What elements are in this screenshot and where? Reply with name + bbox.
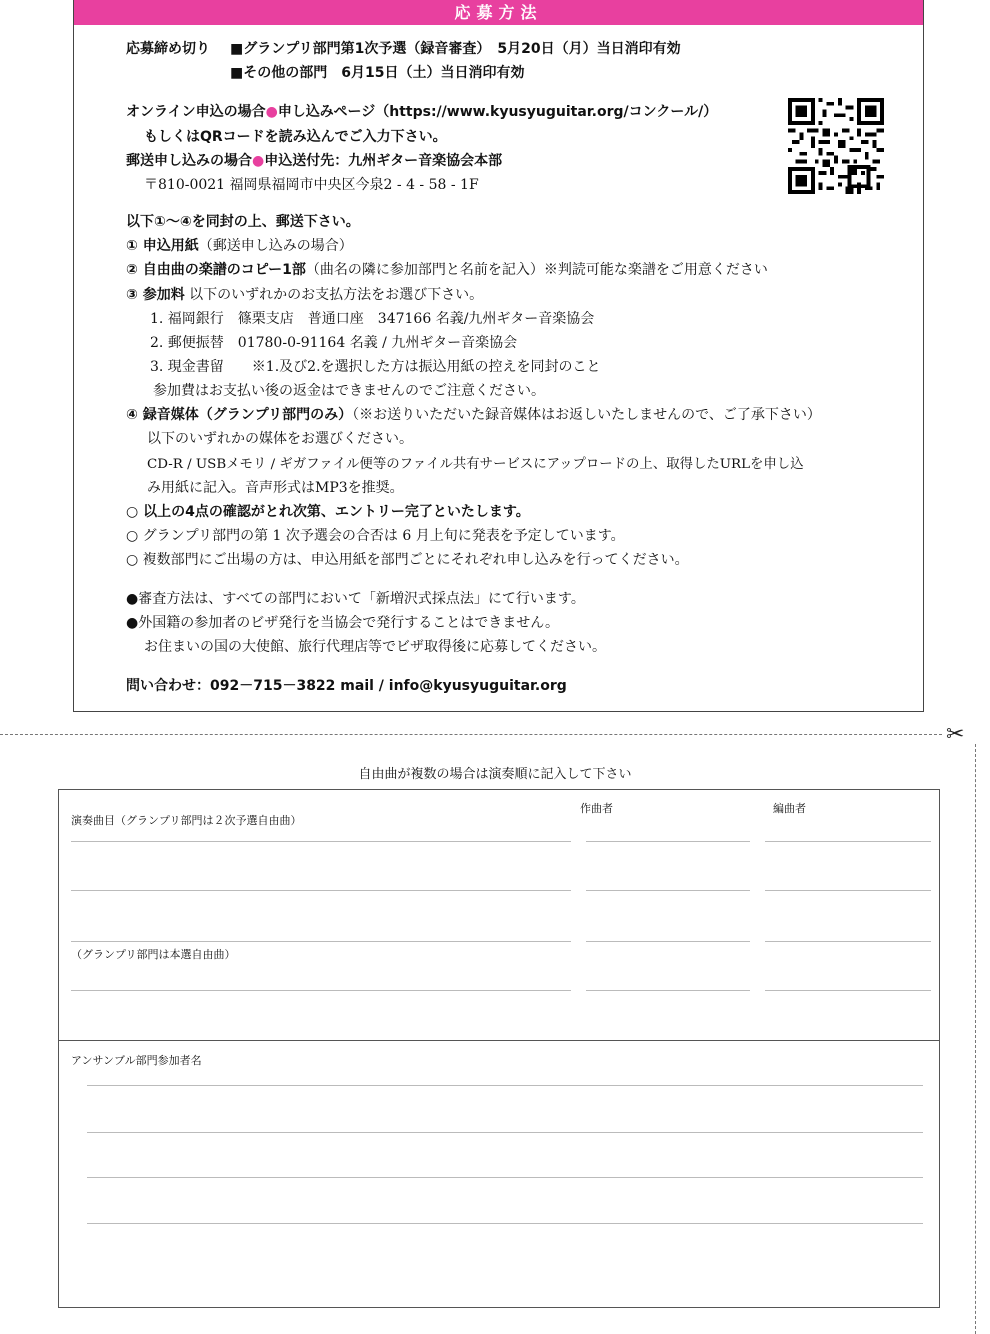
ensemble-line-4[interactable] xyxy=(87,1223,923,1224)
final-piece-label: （グランプリ部門は本選自由曲） xyxy=(71,948,236,961)
refund-note: 参加費はお支払い後の返金はできませんのでご注意ください。 xyxy=(153,383,545,399)
composer-line-1[interactable] xyxy=(586,841,750,842)
mail-line xyxy=(126,150,502,170)
arranger-label: 編曲者 xyxy=(773,802,806,815)
payment-1: 1. 福岡銀行 篠栗支店 普通口座 347166 名義/九州ギター音楽協会 xyxy=(150,311,595,327)
note-3: ○ 複数部門にご出場の方は、申込用紙を部門ごとにそれぞれ申し込みを行ってください。 xyxy=(126,552,689,568)
qr-code-icon xyxy=(788,98,884,194)
composer-line-2[interactable] xyxy=(586,890,750,891)
deadline-line1: ■グランプリ部門第1次予選（録音審査） 5月20日（月）当日消印有効 xyxy=(230,41,681,57)
remark-3: お住まいの国の大使館、旅行代理店等でビザ取得後に応募してください。 xyxy=(144,639,606,655)
remark-1: ●審査方法は、すべての部門において「新増沢式採点法」にて行います。 xyxy=(126,591,585,607)
mail-address: 〒810-0021 福岡県福岡市中央区今泉2 - 4 - 58 - 1F xyxy=(144,177,479,193)
form-divider xyxy=(59,1040,939,1041)
final-arranger-line[interactable] xyxy=(765,990,931,991)
item-2-bold: ② 自由曲の楽譜のコピー1部 xyxy=(126,262,306,278)
arranger-line-1[interactable] xyxy=(765,841,931,842)
piece-label: 演奏曲目（グランプリ部門は２次予選自由曲） xyxy=(71,814,302,827)
piece-line-2[interactable] xyxy=(71,890,571,891)
note-1: ○ 以上の4点の確認がとれ次第、エントリー完了といたします。 xyxy=(126,504,530,520)
remark-2: ●外国籍の参加者のビザ発行を当協会で発行することはできません。 xyxy=(126,615,560,631)
pink-bullet-icon: ● xyxy=(265,104,278,120)
item-3-rest: 以下のいずれかのお支払方法をお選び下さい。 xyxy=(184,287,484,303)
payment-2: 2. 郵便振替 01780-0-91164 名義 / 九州ギター音楽協会 xyxy=(150,335,518,351)
online-url-text: 申し込みページ（https://www.kyusyuguitar.org/コンクール/） xyxy=(277,104,718,120)
item-4-rest: （※お送りいただいた録音媒体はお返しいたしませんので、ご了承下さい） xyxy=(352,407,821,423)
online-line2: もしくはQRコードを読み込んでご入力下さい。 xyxy=(144,129,447,145)
online-prefix: オンライン申込の場合 xyxy=(126,104,266,120)
deadline-label: 応募締め切り xyxy=(126,41,210,57)
item-1-bold: ① 申込用紙 xyxy=(126,238,199,254)
item-4-line3: CD-R / USBメモリ / ギガファイル便等のファイル共有サービスにアップロードの上、取得したURLを申し込 xyxy=(147,457,804,472)
item-4-bold: ④ 録音媒体（グランプリ部門のみ） xyxy=(126,407,353,423)
ensemble-line-2[interactable] xyxy=(87,1132,923,1133)
item-2 xyxy=(126,259,768,279)
section-header: 応募方法 xyxy=(74,0,923,25)
form-caption: 自由曲が複数の場合は演奏順に記入して下さい xyxy=(358,767,632,782)
contact-info: 問い合わせ：092－715－3822 mail / info@kyusyuguitar.org xyxy=(126,678,567,694)
item-1-rest: （郵送申し込みの場合） xyxy=(198,238,353,254)
mail-destination: 申込送付先：九州ギター音楽協会本部 xyxy=(264,153,503,169)
item-4 xyxy=(126,404,821,424)
item-4-line4: み用紙に記入。音声形式はMP3を推奨。 xyxy=(147,480,404,496)
deadline-line2: ■その他の部門 6月15日（土）当日消印有効 xyxy=(230,65,525,81)
final-piece-line[interactable] xyxy=(71,990,571,991)
item-2-rest: （曲名の隣に参加部門と名前を記入）※判読可能な楽譜をご用意ください xyxy=(305,262,768,278)
application-method-box xyxy=(73,0,924,712)
ensemble-line-3[interactable] xyxy=(87,1177,923,1178)
arranger-line-2[interactable] xyxy=(765,890,931,891)
mail-prefix: 郵送申し込みの場合 xyxy=(126,153,252,169)
ensemble-label: アンサンブル部門参加者名 xyxy=(71,1054,202,1067)
final-composer-line[interactable] xyxy=(586,990,750,991)
composer-label: 作曲者 xyxy=(580,802,613,815)
note-2: ○ グランプリ部門の第 1 次予選会の合否は 6 月上旬に発表を予定しています。 xyxy=(126,528,625,544)
item-1 xyxy=(126,235,353,255)
ensemble-line-1[interactable] xyxy=(87,1085,923,1086)
item-3-bold: ③ 参加料 xyxy=(126,287,185,303)
composer-line-3[interactable] xyxy=(586,941,750,942)
item-3 xyxy=(126,284,483,304)
payment-3: 3. 現金書留 ※1.及び2.を選択した方は振込用紙の控えを同封のこと xyxy=(150,359,601,375)
cut-line-horizontal xyxy=(0,734,942,735)
pink-bullet-icon: ● xyxy=(252,153,265,169)
enclose-title: 以下①〜④を同封の上、郵送下さい。 xyxy=(126,214,360,230)
scissors-icon: ✂ xyxy=(946,722,965,747)
item-4-line2: 以下のいずれかの媒体をお選びください。 xyxy=(147,431,413,447)
online-line xyxy=(126,101,717,121)
arranger-line-3[interactable] xyxy=(765,941,931,942)
entry-form xyxy=(58,789,940,1308)
piece-line-3[interactable] xyxy=(71,941,571,942)
piece-line-1[interactable] xyxy=(71,841,571,842)
cut-line-vertical xyxy=(975,744,976,1334)
